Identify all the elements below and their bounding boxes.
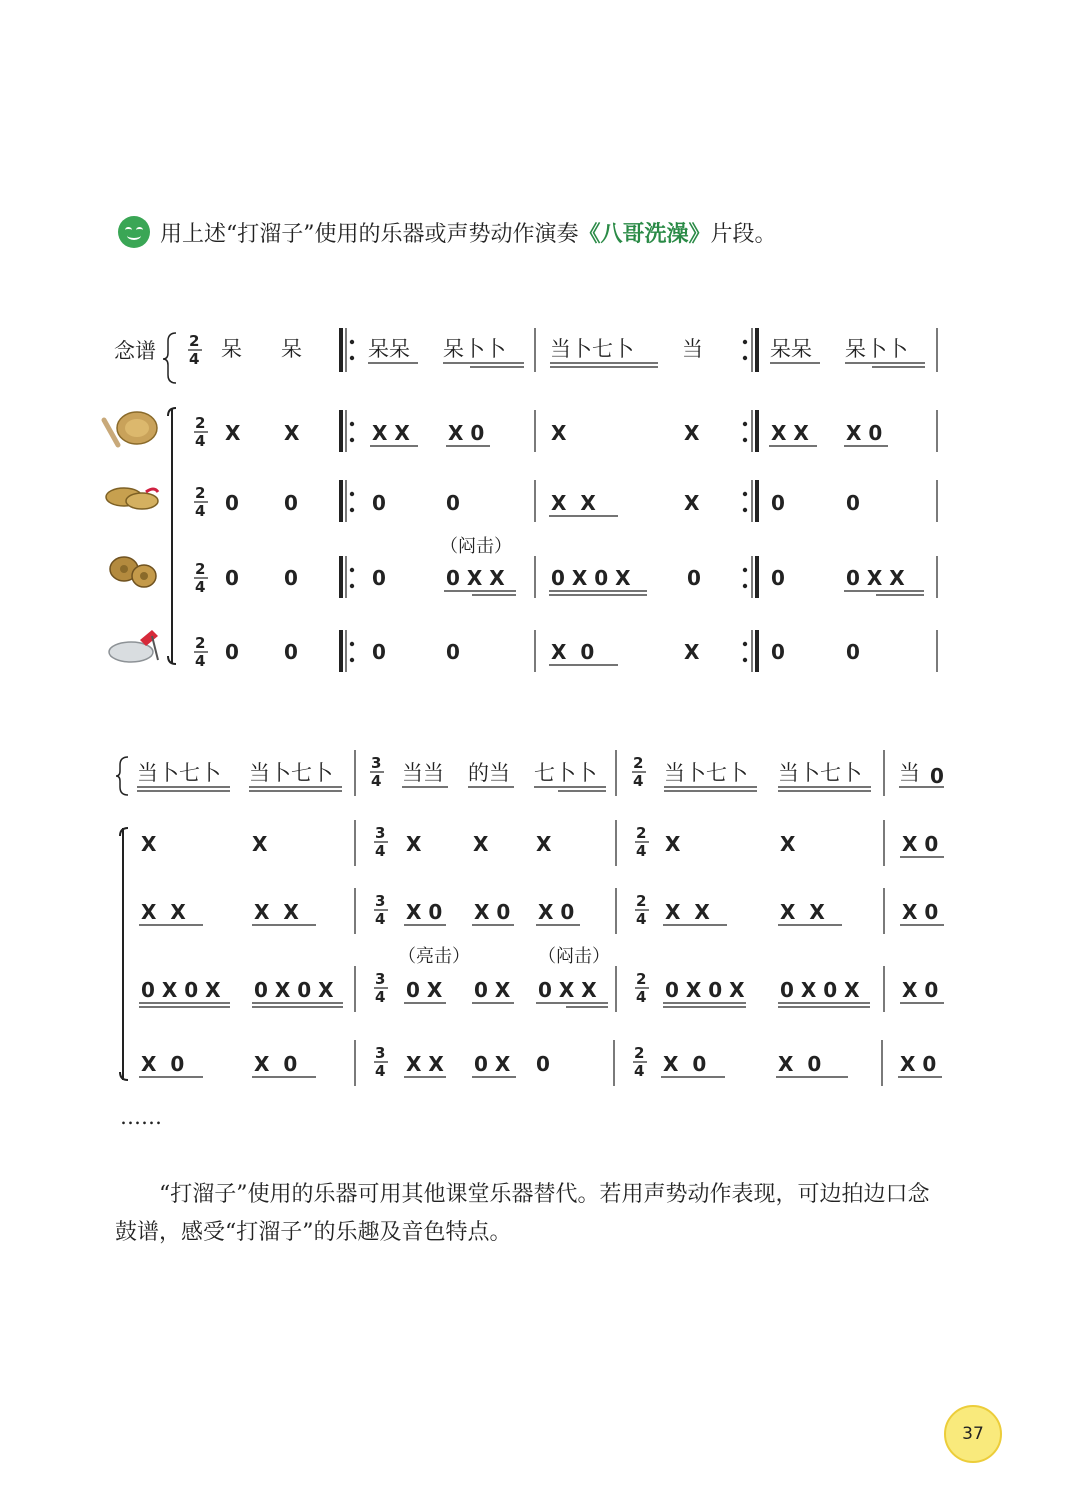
note: X 0 [663,1052,707,1076]
note: 0 [225,566,239,590]
note: X [284,421,300,445]
small-cymbal-icon [106,488,158,509]
note: 0 [372,640,386,664]
recite-note: 当 [899,761,920,785]
note: X X [551,491,596,515]
note: X 0 [448,421,485,445]
note: X [551,421,567,445]
note: 0 [284,566,298,590]
note: 0 X 0 X [551,566,631,590]
ts-den: 4 [195,578,206,596]
ts-den: 4 [375,910,386,928]
note: 0 X [406,978,443,1002]
ts-num: 2 [634,1044,645,1062]
recite-note: 呆呆 [770,337,812,361]
note: X [536,832,552,856]
ts-den: 4 [371,772,382,790]
note: 0 X 0 X [780,978,860,1002]
note: X 0 [551,640,595,664]
note: X X [406,1052,444,1076]
note: 0 [446,491,460,515]
ts-num: 2 [633,754,644,772]
note: 0 [771,640,785,664]
ts-den: 4 [634,1062,645,1080]
note: 0 X 0 X [665,978,745,1002]
note: 0 [372,491,386,515]
note: 0 [225,491,239,515]
ts-num: 2 [636,892,647,910]
ts-den: 4 [375,1062,386,1080]
note: 0 [284,640,298,664]
ts-den: 4 [375,842,386,860]
note: X X [372,421,410,445]
note: 0 X [474,1052,511,1076]
note: X 0 [778,1052,822,1076]
dynamic-bright: （亮击） [398,946,470,967]
note: 0 X [474,978,511,1002]
dynamic-muffled: （闷击） [440,536,512,557]
ts-num: 3 [375,824,386,842]
note: 0 X 0 X [141,978,221,1002]
note: 0 X X [538,978,597,1002]
note: X [406,832,422,856]
note: 0 [771,491,785,515]
ts-num: 2 [189,332,200,350]
note: X [684,640,700,664]
note: 0 X X [446,566,505,590]
note: X 0 [141,1052,185,1076]
note: X [665,832,681,856]
recite-note: 当卜七卜 [664,761,748,785]
recite-note: 当卜七卜 [249,761,333,785]
note: X [473,832,489,856]
ts-num: 3 [371,754,382,772]
ts-den: 4 [195,502,206,520]
ts-num: 2 [195,484,206,502]
note: X 0 [474,900,511,924]
recite-note: 的当 [468,761,510,785]
note: X 0 [538,900,575,924]
song-title: 《八哥洗澡》 [578,221,711,247]
dynamic-muffled: （闷击） [538,946,610,967]
recite-note: 呆卜卜 [443,337,506,361]
ellipsis: …… [120,1105,162,1129]
note: X X [254,900,299,924]
gong-icon [104,412,157,445]
note: X X [141,900,186,924]
ts-num: 2 [195,414,206,432]
page-number: 37 [944,1405,1002,1463]
ts-num: 2 [195,634,206,652]
note: 0 [225,640,239,664]
ts-den: 4 [195,432,206,450]
note: X 0 [254,1052,298,1076]
instruction-prefix: 用上述“打溜子”使用的乐器或声势动作演奏 [160,221,579,247]
ts-den: 4 [375,988,386,1006]
recite-note: 0 [930,764,944,788]
ts-den: 4 [636,910,647,928]
explanation-paragraph [115,1176,945,1252]
recite-note: 呆 [221,337,242,361]
ts-den: 4 [633,772,644,790]
note: 0 [846,491,860,515]
note: X [684,491,700,515]
recite-note: 当卜七卜 [137,761,221,785]
note: X [225,421,241,445]
note: X X [780,900,825,924]
note: 0 X 0 X [254,978,334,1002]
ts-num: 2 [195,560,206,578]
recite-label: 念谱 [114,339,156,363]
note: X X [771,421,809,445]
ts-num: 3 [375,1044,386,1062]
recite-note: 呆 [281,337,302,361]
note: 0 [372,566,386,590]
note: X 0 [406,900,443,924]
note: 0 [284,491,298,515]
note: X [684,421,700,445]
note: X 0 [900,1052,937,1076]
ts-num: 3 [375,892,386,910]
note: X [141,832,157,856]
note: X 0 [902,832,939,856]
note: X 0 [902,978,939,1002]
large-cymbal-icon [109,630,158,662]
cymbals-icon [110,557,156,587]
note: X 0 [846,421,883,445]
ts-den: 4 [636,842,647,860]
note: X 0 [902,900,939,924]
note: X [252,832,268,856]
recite-note: 七卜卜 [534,761,597,785]
note: 0 [771,566,785,590]
ts-den: 4 [189,350,200,368]
recite-note: 当卜七卜 [550,337,634,361]
note: 0 [687,566,701,590]
instruction-suffix: 片段。 [710,221,777,247]
paragraph-text: “打溜子”使用的乐器可用其他课堂乐器替代。若用声势动作表现，可边拍边口念鼓谱，感受“打溜子”的乐趣及音色特点。 [115,1182,930,1245]
recite-note: 呆呆 [368,337,410,361]
recite-note: 当当 [402,761,444,785]
ts-den: 4 [636,988,647,1006]
ts-num: 3 [375,970,386,988]
note: X [780,832,796,856]
note: 0 [846,640,860,664]
ts-num: 2 [636,970,647,988]
ts-den: 4 [195,652,206,670]
recite-note: 当 [682,337,703,361]
note: 0 [536,1052,550,1076]
note: X X [665,900,710,924]
note: 0 [446,640,460,664]
recite-note: 当卜七卜 [778,761,862,785]
note: 0 X X [846,566,905,590]
ts-num: 2 [636,824,647,842]
recite-note: 呆卜卜 [845,337,908,361]
